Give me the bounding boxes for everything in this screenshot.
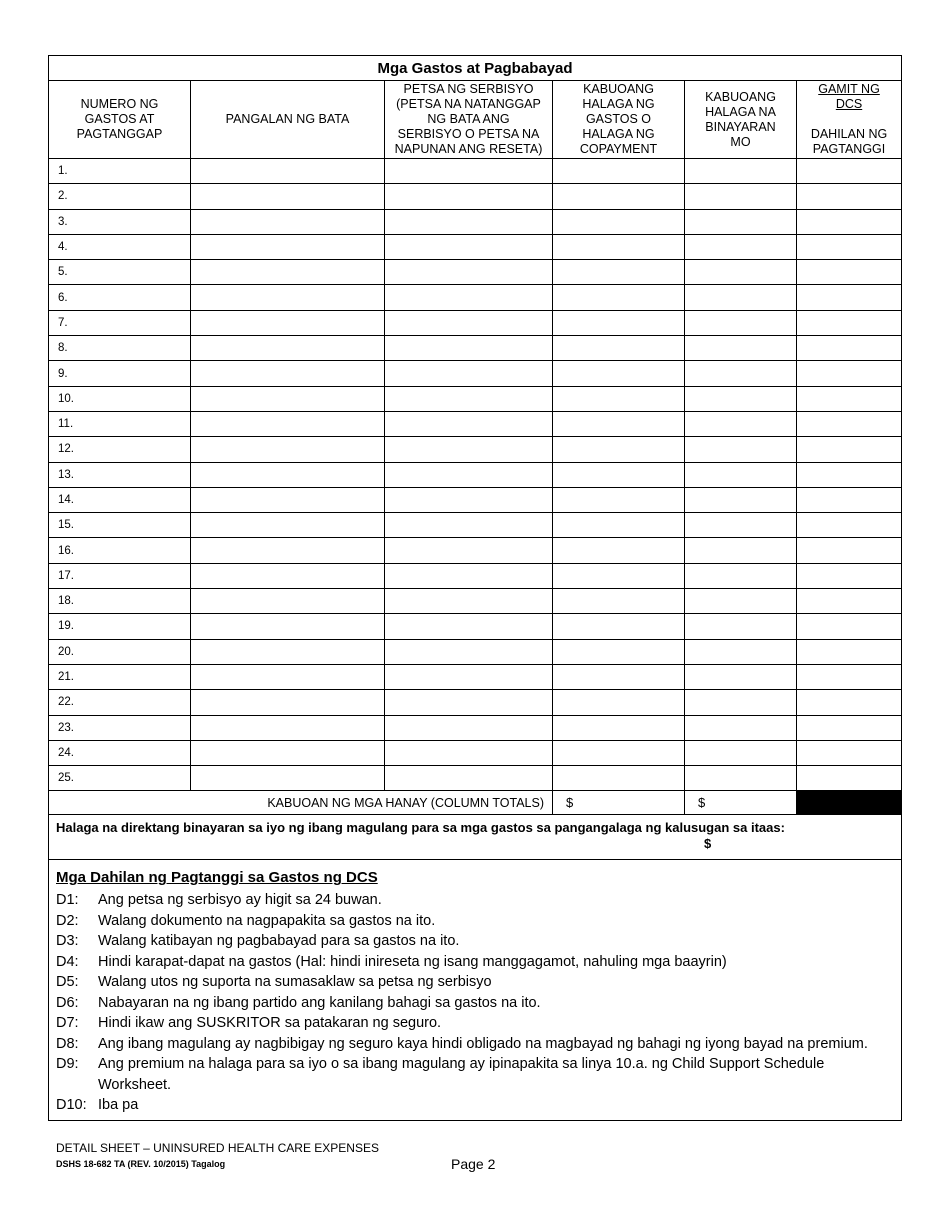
total-paid-cell[interactable]: [685, 159, 797, 184]
header-line: PANGALAN NG BATA: [225, 112, 350, 126]
header-line: NUMERO NG: [80, 97, 159, 111]
row-number: 20.: [49, 639, 191, 664]
header-expense-number: [49, 81, 191, 159]
total-paid-cell[interactable]: [685, 310, 797, 335]
service-date-cell[interactable]: [385, 411, 553, 436]
child-name-cell[interactable]: [191, 538, 385, 563]
reason-code: D5:: [56, 974, 79, 991]
direct-payment-row: [49, 815, 902, 860]
service-date-cell[interactable]: [385, 740, 553, 765]
denial-reason-cell[interactable]: [797, 209, 902, 234]
child-name-cell[interactable]: [191, 411, 385, 436]
total-expense-field[interactable]: $: [553, 791, 685, 815]
header-line: DCS: [835, 97, 863, 111]
table-row: [49, 487, 902, 512]
reason-code: D6:: [56, 994, 79, 1011]
header-line: KABUOANG: [583, 82, 654, 96]
total-paid-cell[interactable]: [685, 766, 797, 791]
header-line: NAPUNAN ANG RESETA): [394, 142, 543, 156]
child-name-cell[interactable]: [191, 437, 385, 462]
total-expense-cell[interactable]: [553, 538, 685, 563]
total-expense-cell[interactable]: [553, 184, 685, 209]
row-number: 3.: [49, 209, 191, 234]
header-dcs-use: [797, 82, 901, 112]
total-expense-cell[interactable]: [553, 690, 685, 715]
row-number: 1.: [49, 159, 191, 184]
header-total-expense: [553, 81, 685, 159]
header-line: PAGTANGGAP: [76, 127, 163, 141]
denial-reason-cell[interactable]: [797, 715, 902, 740]
total-paid-cell[interactable]: [685, 361, 797, 386]
header-line: GASTOS AT: [84, 112, 155, 126]
row-number: 16.: [49, 538, 191, 563]
service-date-cell[interactable]: [385, 437, 553, 462]
reason-code: D4:: [56, 953, 79, 970]
table-row: [49, 336, 902, 361]
reason-text: Walang utos ng suporta na sumasaklaw sa petsa ng serbisyo: [98, 974, 492, 991]
row-number: 6.: [49, 285, 191, 310]
service-date-cell[interactable]: [385, 336, 553, 361]
child-name-cell[interactable]: [191, 614, 385, 639]
table-row: [49, 285, 902, 310]
header-line: BINAYARAN: [705, 119, 776, 134]
table-row: [49, 411, 902, 436]
reason-item: [56, 911, 894, 932]
total-expense-cell[interactable]: [553, 664, 685, 689]
table-row: [49, 538, 902, 563]
table-row: [49, 184, 902, 209]
table-row: [49, 310, 902, 335]
reason-item: [56, 1034, 894, 1055]
row-number: 24.: [49, 740, 191, 765]
service-date-cell[interactable]: [385, 538, 553, 563]
reasons-section: [49, 860, 902, 1121]
header-child-name: [191, 81, 385, 159]
reason-text: Ang premium na halaga para sa iyo o sa ibang magulang ay ipinapakita sa linya 10.a. ng Child Support Schedule Worksheet.: [98, 1056, 825, 1093]
direct-payment-field[interactable]: $: [704, 836, 712, 852]
denial-reason-cell[interactable]: [797, 361, 902, 386]
service-date-cell[interactable]: [385, 690, 553, 715]
child-name-cell[interactable]: [191, 487, 385, 512]
table-row: [49, 639, 902, 664]
total-expense-cell[interactable]: [553, 361, 685, 386]
reason-item: [56, 1054, 894, 1095]
denial-reason-cell[interactable]: [797, 260, 902, 285]
row-number: 14.: [49, 487, 191, 512]
total-expense-cell[interactable]: [553, 260, 685, 285]
reason-code: D1:: [56, 892, 79, 909]
header-line: (PETSA NA NATANGGAP: [396, 97, 541, 111]
row-number: 2.: [49, 184, 191, 209]
total-paid-cell[interactable]: [685, 589, 797, 614]
header-line: SERBISYO O PETSA NA: [397, 127, 540, 141]
total-expense-cell[interactable]: [553, 310, 685, 335]
reason-text: Walang dokumento na nagpapakita sa gastos na ito.: [98, 912, 436, 929]
denial-reason-cell[interactable]: [797, 589, 902, 614]
table-row: [49, 614, 902, 639]
table-row: [49, 437, 902, 462]
table-row: [49, 740, 902, 765]
child-name-cell[interactable]: [191, 159, 385, 184]
service-date-cell[interactable]: [385, 563, 553, 588]
table-title: Mga Gastos at Pagbabayad: [49, 56, 902, 81]
blocked-cell: [797, 791, 902, 815]
denial-reason-cell[interactable]: [797, 513, 902, 538]
direct-payment-label: Halaga na direktang binayaran sa iyo ng ibang magulang para sa mga gastos sa pangangalaga ng kalusugan sa itaas:: [56, 820, 785, 836]
denial-reason-cell[interactable]: [797, 437, 902, 462]
service-date-cell[interactable]: [385, 513, 553, 538]
denial-reason-cell[interactable]: [797, 487, 902, 512]
total-expense-cell[interactable]: [553, 437, 685, 462]
total-expense-cell[interactable]: [553, 563, 685, 588]
denial-reason-cell[interactable]: [797, 639, 902, 664]
total-paid-cell[interactable]: [685, 487, 797, 512]
header-line: COPAYMENT: [579, 142, 658, 156]
reason-text: Ang petsa ng serbisyo ay higit sa 24 buwan.: [98, 892, 382, 909]
denial-reason-cell[interactable]: [797, 563, 902, 588]
denial-reason-cell[interactable]: [797, 184, 902, 209]
denial-reason-cell[interactable]: [797, 766, 902, 791]
reason-item: [56, 952, 894, 973]
child-name-cell[interactable]: [191, 386, 385, 411]
denial-reason-cell[interactable]: [797, 664, 902, 689]
child-name-cell[interactable]: [191, 664, 385, 689]
child-name-cell[interactable]: [191, 361, 385, 386]
row-number: 12.: [49, 437, 191, 462]
row-number: 9.: [49, 361, 191, 386]
footer-sheet-name: DETAIL SHEET – UNINSURED HEALTH CARE EXPENSES: [56, 1141, 379, 1155]
total-paid-cell[interactable]: [685, 614, 797, 639]
header-line: PETSA NG SERBISYO: [403, 82, 534, 96]
total-paid-cell[interactable]: [685, 690, 797, 715]
denial-reason-cell[interactable]: [797, 336, 902, 361]
total-expense-cell[interactable]: [553, 209, 685, 234]
denial-reason-cell[interactable]: [797, 285, 902, 310]
row-number: 4.: [49, 234, 191, 259]
total-paid-cell[interactable]: [685, 234, 797, 259]
service-date-cell[interactable]: [385, 715, 553, 740]
row-number: 21.: [49, 664, 191, 689]
total-paid-cell[interactable]: [685, 639, 797, 664]
reason-code: D9:: [56, 1056, 79, 1073]
row-number: 23.: [49, 715, 191, 740]
header-total-paid: [685, 81, 797, 159]
footer-form-id: DSHS 18-682 TA (REV. 10/2015) Tagalog: [56, 1159, 226, 1169]
child-name-cell[interactable]: [191, 563, 385, 588]
total-paid-cell[interactable]: [685, 260, 797, 285]
reason-code: D10:: [56, 1097, 87, 1114]
row-number: 18.: [49, 589, 191, 614]
service-date-cell[interactable]: [385, 766, 553, 791]
header-line: HALAGA NG: [582, 127, 655, 141]
total-expense-cell[interactable]: [553, 159, 685, 184]
denial-reason-cell[interactable]: [797, 538, 902, 563]
totals-label: KABUOAN NG MGA HANAY (COLUMN TOTALS): [49, 791, 553, 815]
table-row: [49, 159, 902, 184]
child-name-cell[interactable]: [191, 589, 385, 614]
total-expense-cell[interactable]: [553, 386, 685, 411]
child-name-cell[interactable]: [191, 336, 385, 361]
table-row: [49, 664, 902, 689]
reasons-title: Mga Dahilan ng Pagtanggi sa Gastos ng DCS: [56, 869, 378, 887]
service-date-cell[interactable]: [385, 234, 553, 259]
denial-reason-cell[interactable]: [797, 159, 902, 184]
total-paid-cell[interactable]: [685, 538, 797, 563]
total-paid-cell[interactable]: [685, 336, 797, 361]
table-row: [49, 260, 902, 285]
child-name-cell[interactable]: [191, 310, 385, 335]
total-expense-cell[interactable]: [553, 766, 685, 791]
row-number: 22.: [49, 690, 191, 715]
child-name-cell[interactable]: [191, 260, 385, 285]
header-dcs-denial: [797, 81, 902, 159]
total-paid-cell[interactable]: [685, 386, 797, 411]
service-date-cell[interactable]: [385, 310, 553, 335]
totals-row: [49, 791, 902, 815]
total-paid-cell[interactable]: [685, 437, 797, 462]
child-name-cell[interactable]: [191, 209, 385, 234]
page-footer: [56, 1141, 901, 1181]
header-line: HALAGA NA: [705, 104, 776, 119]
total-expense-cell[interactable]: [553, 639, 685, 664]
child-name-cell[interactable]: [191, 513, 385, 538]
header-line: GAMIT NG: [818, 82, 880, 96]
reason-item: [56, 1095, 894, 1116]
expense-sheet: [48, 55, 901, 1121]
row-number: 19.: [49, 614, 191, 639]
service-date-cell[interactable]: [385, 159, 553, 184]
total-paid-cell[interactable]: [685, 285, 797, 310]
row-number: 10.: [49, 386, 191, 411]
child-name-cell[interactable]: [191, 285, 385, 310]
child-name-cell[interactable]: [191, 462, 385, 487]
header-denial-reason: [797, 127, 901, 157]
row-number: 8.: [49, 336, 191, 361]
total-paid-cell[interactable]: [685, 209, 797, 234]
denial-reason-cell[interactable]: [797, 310, 902, 335]
service-date-cell[interactable]: [385, 386, 553, 411]
row-number: 15.: [49, 513, 191, 538]
table-row: [49, 563, 902, 588]
service-date-cell[interactable]: [385, 589, 553, 614]
reason-text: Ang ibang magulang ay nagbibigay ng seguro kaya hindi obligado na magbayad ng bahagi ng iyong bayad na premium.: [98, 1035, 868, 1052]
reason-item: [56, 993, 894, 1014]
reason-text: Hindi karapat-dapat na gastos (Hal: hindi inireseta ng isang manggagamot, nahuling mga baayrin): [98, 953, 727, 970]
service-date-cell[interactable]: [385, 487, 553, 512]
reason-item: [56, 972, 894, 993]
denial-reason-cell[interactable]: [797, 411, 902, 436]
total-expense-cell[interactable]: [553, 234, 685, 259]
reason-code: D7:: [56, 1015, 79, 1032]
reason-text: Walang katibayan ng pagbabayad para sa gastos na ito.: [98, 933, 460, 950]
reason-code: D3:: [56, 933, 79, 950]
service-date-cell[interactable]: [385, 462, 553, 487]
service-date-cell[interactable]: [385, 361, 553, 386]
header-line: HALAGA NG: [582, 97, 655, 111]
child-name-cell[interactable]: [191, 639, 385, 664]
service-date-cell[interactable]: [385, 184, 553, 209]
service-date-cell[interactable]: [385, 614, 553, 639]
service-date-cell[interactable]: [385, 639, 553, 664]
service-date-cell[interactable]: [385, 285, 553, 310]
reason-item: [56, 890, 894, 911]
service-date-cell[interactable]: [385, 260, 553, 285]
header-line: MO: [730, 134, 751, 149]
table-row: [49, 589, 902, 614]
total-paid-cell[interactable]: [685, 715, 797, 740]
denial-reason-cell[interactable]: [797, 614, 902, 639]
row-number: 25.: [49, 766, 191, 791]
reason-code: D2:: [56, 912, 79, 929]
denial-reason-cell[interactable]: [797, 386, 902, 411]
denial-reason-cell[interactable]: [797, 690, 902, 715]
denial-reason-cell[interactable]: [797, 462, 902, 487]
header-line: NG BATA ANG: [427, 112, 510, 126]
reason-item: [56, 1013, 894, 1034]
table-row: [49, 766, 902, 791]
reason-text: Hindi ikaw ang SUSKRITOR sa patakaran ng seguro.: [98, 1015, 442, 1032]
service-date-cell[interactable]: [385, 209, 553, 234]
total-paid-cell[interactable]: [685, 740, 797, 765]
header-line: KABUOANG: [705, 89, 776, 104]
table-row: [49, 513, 902, 538]
row-number: 11.: [49, 411, 191, 436]
header-service-date: [385, 81, 553, 159]
row-number: 5.: [49, 260, 191, 285]
reason-code: D8:: [56, 1035, 79, 1052]
total-paid-cell[interactable]: [685, 462, 797, 487]
total-paid-cell[interactable]: [685, 563, 797, 588]
row-number: 7.: [49, 310, 191, 335]
denial-reason-cell[interactable]: [797, 234, 902, 259]
total-paid-field[interactable]: $: [685, 791, 797, 815]
total-expense-cell[interactable]: [553, 411, 685, 436]
total-expense-cell[interactable]: [553, 336, 685, 361]
total-expense-cell[interactable]: [553, 513, 685, 538]
table-row: [49, 209, 902, 234]
total-expense-cell[interactable]: [553, 740, 685, 765]
child-name-cell[interactable]: [191, 184, 385, 209]
child-name-cell[interactable]: [191, 690, 385, 715]
child-name-cell[interactable]: [191, 740, 385, 765]
total-expense-cell[interactable]: [553, 614, 685, 639]
table-row: [49, 715, 902, 740]
total-expense-cell[interactable]: [553, 715, 685, 740]
table-row: [49, 386, 902, 411]
table-row: [49, 361, 902, 386]
denial-reason-cell[interactable]: [797, 740, 902, 765]
service-date-cell[interactable]: [385, 664, 553, 689]
reason-text: Iba pa: [98, 1097, 139, 1114]
total-expense-cell[interactable]: [553, 285, 685, 310]
total-paid-cell[interactable]: [685, 513, 797, 538]
row-number: 17.: [49, 563, 191, 588]
direct-payment-cell: [49, 815, 902, 860]
page-number: Page 2: [451, 1156, 496, 1172]
total-expense-cell[interactable]: [553, 462, 685, 487]
header-row: [49, 81, 902, 159]
table-row: [49, 690, 902, 715]
total-paid-cell[interactable]: [685, 664, 797, 689]
child-name-cell[interactable]: [191, 234, 385, 259]
total-expense-cell[interactable]: [553, 487, 685, 512]
header-line: GASTOS O: [585, 112, 652, 126]
header-line: PAGTANGGI: [812, 142, 886, 156]
expenses-table: [48, 55, 902, 1121]
table-row: [49, 234, 902, 259]
row-number: 13.: [49, 462, 191, 487]
reason-text: Nabayaran na ng ibang partido ang kanilang bahagi sa gastos na ito.: [98, 994, 541, 1011]
total-paid-cell[interactable]: [685, 184, 797, 209]
header-line: DAHILAN NG: [810, 127, 888, 141]
reasons-row: [49, 860, 902, 1121]
child-name-cell[interactable]: [191, 715, 385, 740]
reason-item: [56, 931, 894, 952]
table-row: [49, 462, 902, 487]
total-expense-cell[interactable]: [553, 589, 685, 614]
total-paid-cell[interactable]: [685, 411, 797, 436]
child-name-cell[interactable]: [191, 766, 385, 791]
